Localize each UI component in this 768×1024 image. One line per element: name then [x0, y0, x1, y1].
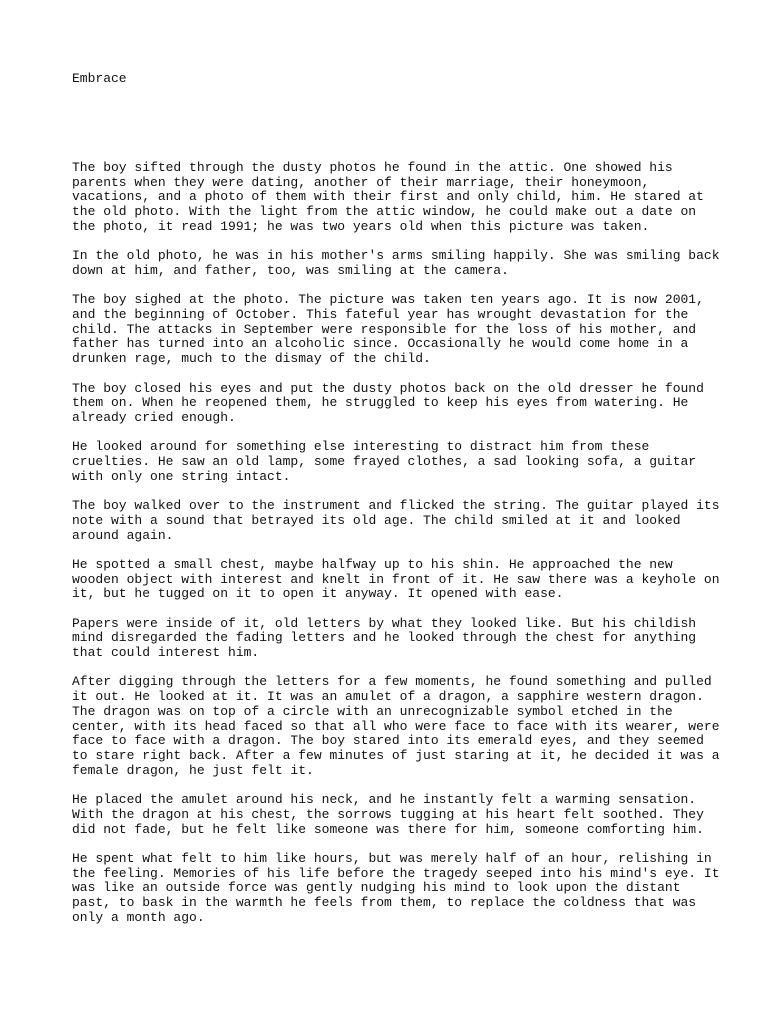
text-line: father has turned into an alcoholic since. Occasionally he would come home in a: [72, 336, 689, 352]
text-line: The boy sighed at the photo. The picture was taken ten years ago. It is now 2001,: [72, 292, 704, 308]
text-line: the photo, it read 1991; he was two years old when this picture was taken.: [72, 218, 650, 234]
text-line: The boy closed his eyes and put the dusty photos back on the old dresser he found: [72, 380, 704, 396]
text-line: was like an outside force was gently nudging his mind to look upon the distant: [72, 880, 681, 896]
paragraph: [72, 556, 720, 602]
paragraph: [72, 617, 712, 661]
text-line: He spotted a small chest, maybe halfway up to his shin. He approached the new: [72, 556, 673, 572]
text-line: did not fade, but he felt like someone was there for him, someone comforting him.: [72, 821, 704, 837]
text-line: to stare right back. After a few minutes of just staring at it, he decided it was a: [72, 748, 720, 763]
text-line: them on. When he reopened them, he struggled to keep his eyes from watering. He: [72, 395, 689, 411]
text-line: mind disregarded the fading letters and he looked through the chest for anything: [72, 630, 697, 646]
text-line: Papers were inside of it, old letters by what they looked like. But his childish: [72, 615, 697, 631]
paragraph: [72, 293, 712, 367]
paragraph: [72, 248, 720, 278]
text-line: with only one string intact.: [72, 468, 291, 484]
text-line: child. The attacks in September were responsible for the loss of his mother, and: [72, 321, 697, 337]
text-line: cruelties. He saw an old lamp, some frayed clothes, a sad looking sofa, a guitar: [72, 454, 697, 469]
text-line: it out. He looked at it. It was an amulet of a dragon, a sapphire western dragon.: [72, 689, 704, 705]
text-line: the feeling. Memories of his life before the tragedy seeped into his mind's eye. It: [72, 865, 720, 881]
paragraph: [72, 498, 720, 543]
paragraph: [72, 161, 712, 235]
text-line: only a month ago.: [72, 909, 205, 925]
text-line: face to face with a dragon. The boy stared into its emerald eyes, and they seemed: [72, 733, 704, 749]
paragraph: [72, 850, 720, 926]
document-page: [72, 71, 720, 925]
paragraph: [72, 440, 712, 484]
text-line: With the dragon at his chest, the sorrows tugging at his heart felt soothed. They: [72, 806, 704, 822]
text-line: around again.: [72, 527, 174, 543]
text-line: He placed the amulet around his neck, and he instantly felt a warming sensation.: [72, 792, 697, 808]
text-line: The dragon was on top of a circle with an unrecognizable symbol etched in the: [72, 703, 673, 719]
text-line: In the old photo, he was in his mother's arms smiling happily. She was smiling back: [72, 248, 720, 264]
text-line: female dragon, he just felt it.: [72, 762, 314, 778]
paragraph: [72, 674, 720, 778]
text-line: that could interest him.: [72, 645, 260, 661]
text-line: vacations, and a photo of them with their first and only child, him. He stared at: [72, 189, 704, 205]
paragraph: [72, 382, 712, 426]
text-line: and the beginning of October. This fateful year has wrought devastation for the: [72, 307, 689, 322]
text-line: He looked around for something else interesting to distract him from these: [72, 439, 650, 455]
text-line: wooden object with interest and knelt in front of it. He saw there was a keyhole on: [72, 571, 720, 587]
text-line: He spent what felt to him like hours, but was merely half of an hour, relishing in: [72, 850, 712, 866]
document-title: Embrace: [72, 71, 127, 86]
text-line: it, but he tugged on it to open it anyway. It opened with ease.: [72, 586, 564, 602]
text-line: note with a sound that betrayed its old age. The child smiled at it and looked: [72, 512, 681, 528]
text-line: The boy sifted through the dusty photos he found in the attic. One showed his: [72, 160, 673, 175]
text-line: drunken rage, much to the dismay of the child.: [72, 351, 431, 367]
text-line: After digging through the letters for a few moments, he found something and pulled: [72, 674, 712, 690]
text-line: parents when they were dating, another of their marriage, their honeymoon,: [72, 174, 650, 190]
paragraph: [72, 793, 712, 837]
text-line: center, with its head faced so that all who were face to face with its wearer, were: [72, 718, 720, 734]
text-line: down at him, and father, too, was smiling at the camera.: [72, 262, 509, 278]
text-line: past, to bask in the warmth he feels from them, to replace the coldness that was: [72, 895, 697, 910]
text-line: the old photo. With the light from the attic window, he could make out a date on: [72, 204, 697, 220]
text-line: The boy walked over to the instrument and flicked the string. The guitar played its: [72, 498, 720, 514]
document-body: [72, 160, 720, 940]
text-line: already cried enough.: [72, 409, 236, 425]
